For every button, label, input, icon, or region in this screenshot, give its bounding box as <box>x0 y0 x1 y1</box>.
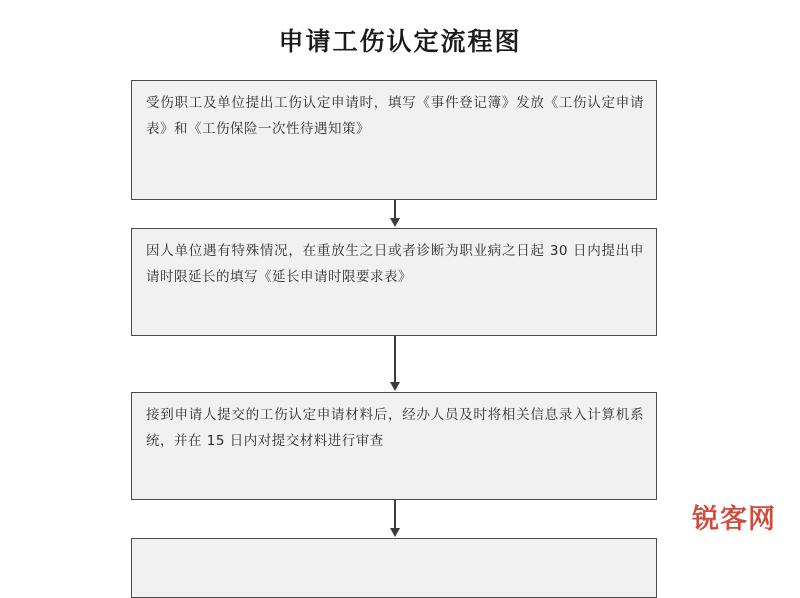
flowchart-node-2: 因人单位遇有特殊情况，在重放生之日或者诊断为职业病之日起 30 日内提出申请时限延长的填写《延长申请时限要求表》 <box>131 228 657 336</box>
page-title: 申请工伤认定流程图 <box>278 27 522 56</box>
flowchart-node-3: 接到申请人提交的工伤认定申请材料后，经办人员及时将相关信息录入计算机系统，并在 15 日内对提交材料进行审查 <box>131 392 657 500</box>
arrow-shaft <box>394 336 396 383</box>
flowchart-node-1: 受伤职工及单位提出工伤认定申请时，填写《事件登记簿》发放《工伤认定申请表》和《工伤保险一次性待遇知策》 <box>131 80 657 200</box>
watermark: 锐客网 <box>682 493 786 542</box>
arrow-head <box>390 528 400 537</box>
flowchart-node-4 <box>131 538 657 598</box>
arrow-head <box>390 382 400 391</box>
arrow-shaft <box>394 500 396 529</box>
arrow-head <box>390 218 400 227</box>
arrow-shaft <box>394 200 396 219</box>
